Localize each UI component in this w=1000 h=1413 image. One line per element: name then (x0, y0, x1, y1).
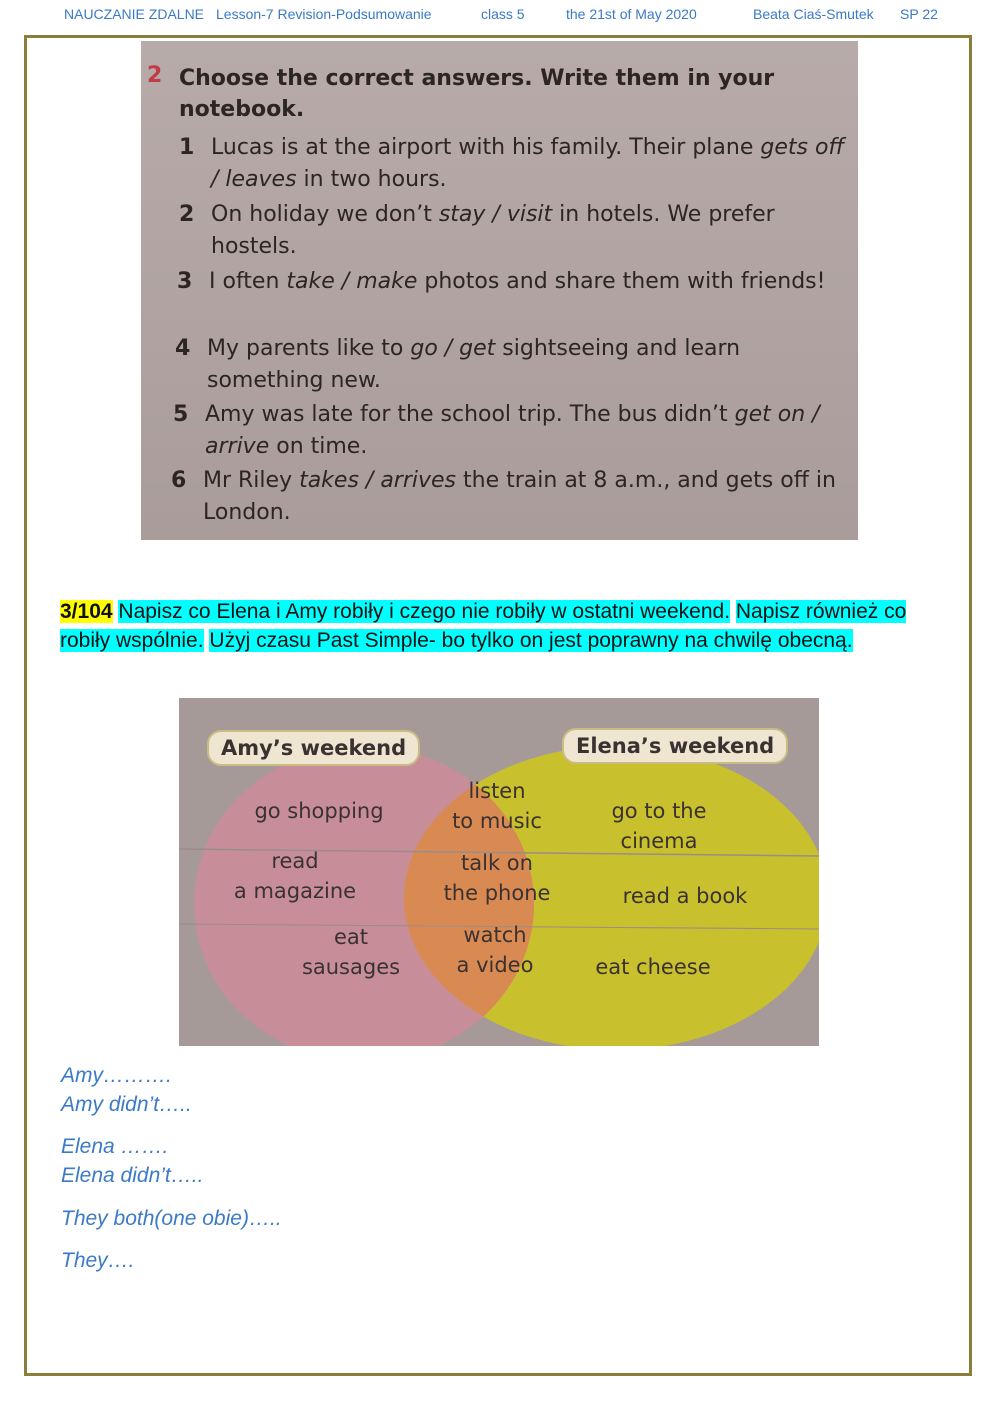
answer-options: gets off / leaves (211, 135, 845, 192)
answer-line: They…. (61, 1249, 135, 1272)
elena-activity: read a book (622, 884, 748, 908)
elena-activity: eat cheese (595, 955, 711, 979)
exercise-2-photo (141, 41, 858, 540)
amy-weekend-title: Amy’s weekend (207, 730, 420, 766)
exercise-number: 2 (147, 63, 163, 88)
question-text: I often take / make photos and share them with friends! (209, 269, 826, 294)
header-course: NAUCZANIE ZDALNE (64, 6, 205, 22)
answer-line: Amy………. (61, 1064, 172, 1087)
answer-options: takes / arrives (299, 468, 457, 493)
answer-options: get on / arrive (205, 402, 820, 459)
question-number: 1 (179, 135, 195, 160)
amy-activity: eat sausages (301, 925, 401, 979)
question-number: 3 (177, 269, 193, 294)
venn-diagram-photo (179, 698, 819, 1046)
question-text: Mr Riley takes / arrives the train at 8 a.m., and gets off in London. (203, 468, 836, 525)
page-header (0, 6, 1000, 26)
amy-activity: go shopping (254, 799, 384, 823)
question-number: 4 (175, 336, 191, 361)
question-text: My parents like to go / get sightseeing and learn something new. (207, 336, 741, 393)
answer-options: stay / visit (438, 202, 553, 227)
shared-activity: listen to music (452, 779, 542, 833)
header-lesson: Lesson-7 Revision-Podsumowanie (216, 6, 432, 22)
question-text: Lucas is at the airport with his family. Their plane gets off / leaves in two hours. (211, 135, 845, 192)
header-date: the 21st of May 2020 (566, 6, 697, 22)
answer-line: Amy didn’t….. (61, 1093, 192, 1116)
instruction-part-3: Użyj czasu Past Simple- bo tylko on jest poprawny na chwilę obecną. (209, 629, 853, 652)
shared-activity: talk on the phone (443, 851, 551, 905)
answer-line: They both(one obie)….. (61, 1207, 282, 1230)
instruction-part-2: Napisz również co robiły wspólnie. (60, 600, 907, 652)
header-school: SP 22 (900, 6, 938, 22)
answer-line: Elena didn’t….. (61, 1164, 204, 1187)
question-number: 6 (171, 468, 187, 493)
question-text: Amy was late for the school trip. The bus didn’t get on / arrive on time. (205, 402, 820, 459)
question-text: On holiday we don’t stay / visit in hotels. We prefer hostels. (211, 202, 775, 259)
header-teacher: Beata Ciaś-Smutek (753, 6, 874, 22)
shared-activity: watch a video (456, 923, 534, 977)
amy-activity: read a magazine (233, 849, 357, 903)
exercise-reference: 3/104 (60, 600, 113, 623)
answer-line: Elena ……. (61, 1135, 169, 1158)
answer-options: go / get (410, 336, 496, 361)
header-class: class 5 (481, 6, 525, 22)
question-number: 2 (179, 202, 195, 227)
answer-options: take / make (286, 269, 418, 294)
question-number: 5 (173, 402, 189, 427)
elena-activity: go to the cinema (611, 799, 707, 853)
instruction-part-1: Napisz co Elena i Amy robiły i czego nie robiły w ostatni weekend. (118, 600, 731, 623)
exercise-title: Choose the correct answers. Write them in your notebook. (179, 66, 775, 122)
elena-weekend-title: Elena’s weekend (562, 728, 788, 764)
instruction-text (60, 597, 930, 655)
